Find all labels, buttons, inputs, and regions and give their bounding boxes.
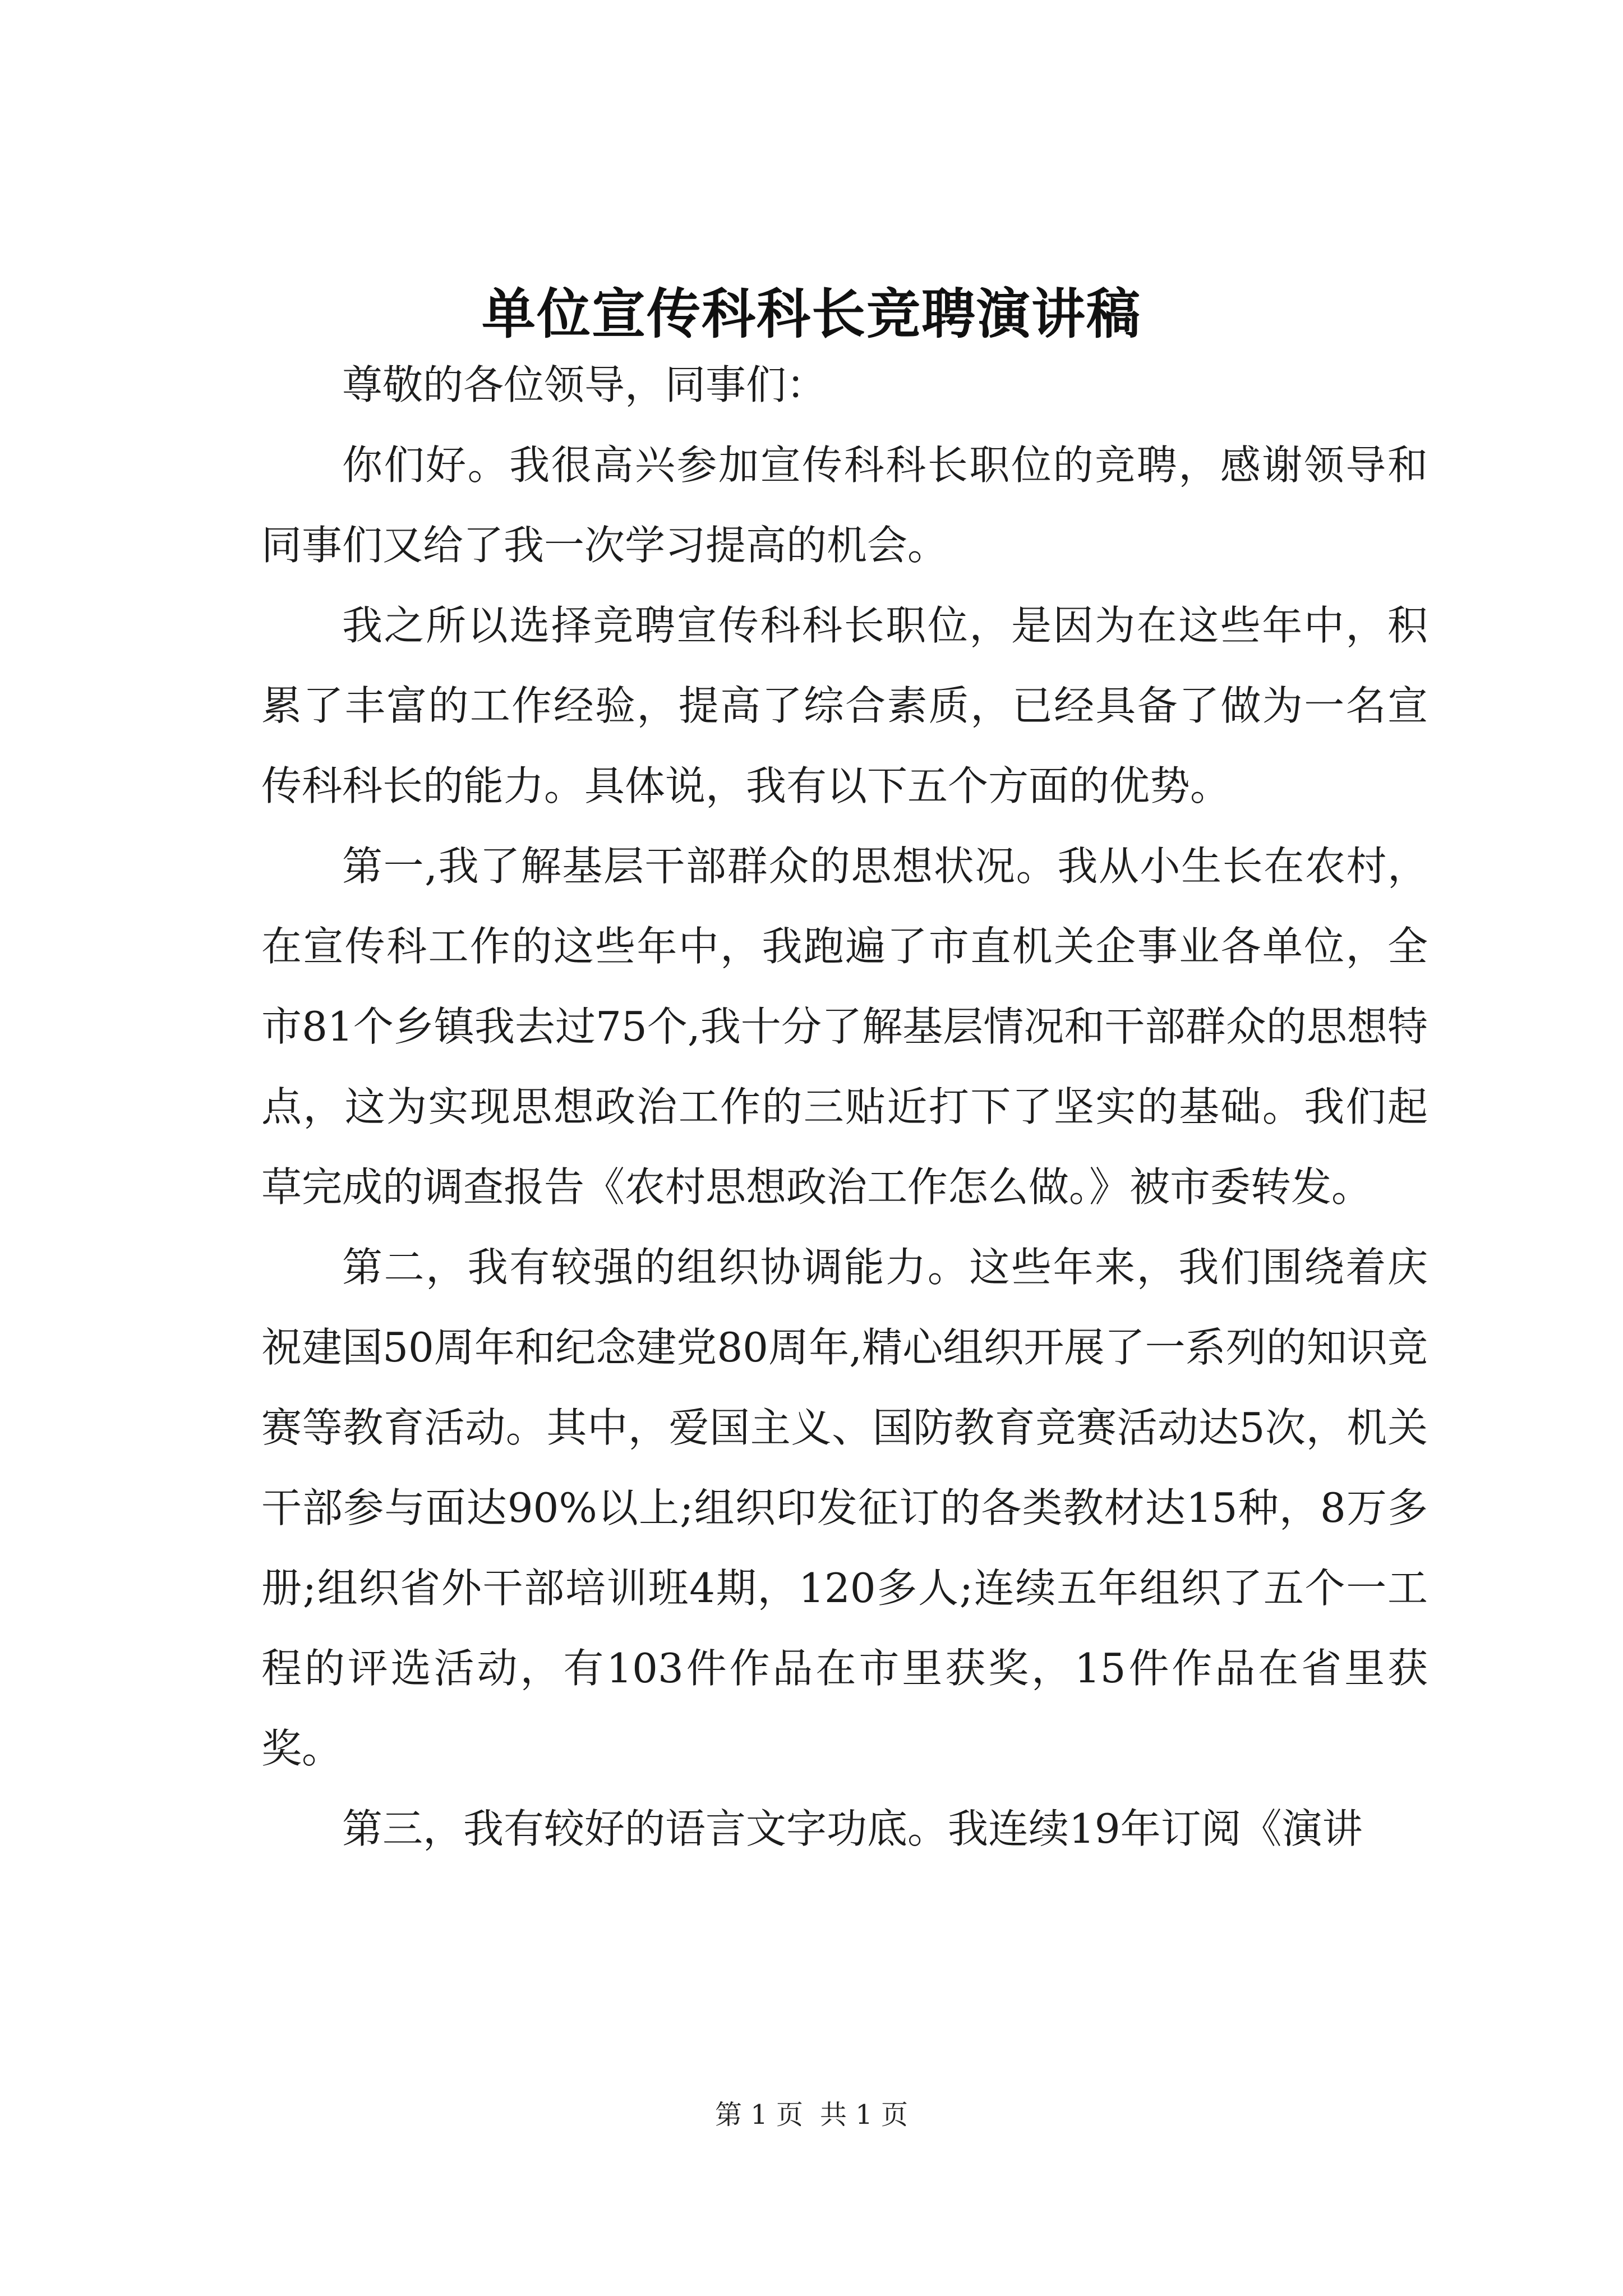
page-total: 共 1 页 — [820, 2099, 909, 2131]
paragraph-greeting: 你们好。我很高兴参加宣传科科长职位的竞聘，感谢领导和同事们又给了我一次学习提高的机会。 — [261, 441, 1428, 569]
paragraph-advantage-one: 第一,我了解基层干部群众的思想状况。我从小生长在农村，在宣传科工作的这些年中，我跑遍了市直机关企事业各单位，全市81个乡镇我去过75个,我十分了解基层情况和干部群众的思想特点，这为实现思想政治工作的三贴近打下了坚实的基础。我们起草完成的调查报告《农村思想政治工作怎么做。》被市委转发。 — [261, 843, 1428, 1211]
paragraph-salutation: 尊敬的各位领导，同事们： — [342, 361, 827, 408]
page-footer — [0, 2098, 1623, 2132]
document-body — [261, 345, 1428, 1869]
paragraph-advantage-two: 第二，我有较强的组织协调能力。这些年来，我们围绕着庆祝建国50周年和纪念建党80周年,精心组织开展了一系列的知识竞赛等教育活动。其中，爱国主义、国防教育竞赛活动达5次，机关干部参与面达90%以上;组织印发征订的各类教材达15种，8万多册;组织省外干部培训班4期，120多人;连续五年组织了五个一工程的评选活动，有103件作品在市里获奖，15件作品在省里获奖。 — [261, 1244, 1428, 1772]
paragraph-reason: 我之所以选择竞聘宣传科科长职位，是因为在这些年中，积累了丰富的工作经验，提高了综合素质，已经具备了做为一名宣传科科长的能力。具体说，我有以下五个方面的优势。 — [261, 602, 1428, 809]
document-title: 单位宣传科科长竞聘演讲稿 — [482, 282, 1141, 346]
page-number: 第 1 页 — [714, 2099, 803, 2131]
paragraph-advantage-three: 第三，我有较好的语言文字功底。我连续19年订阅《演讲 — [342, 1805, 1363, 1852]
